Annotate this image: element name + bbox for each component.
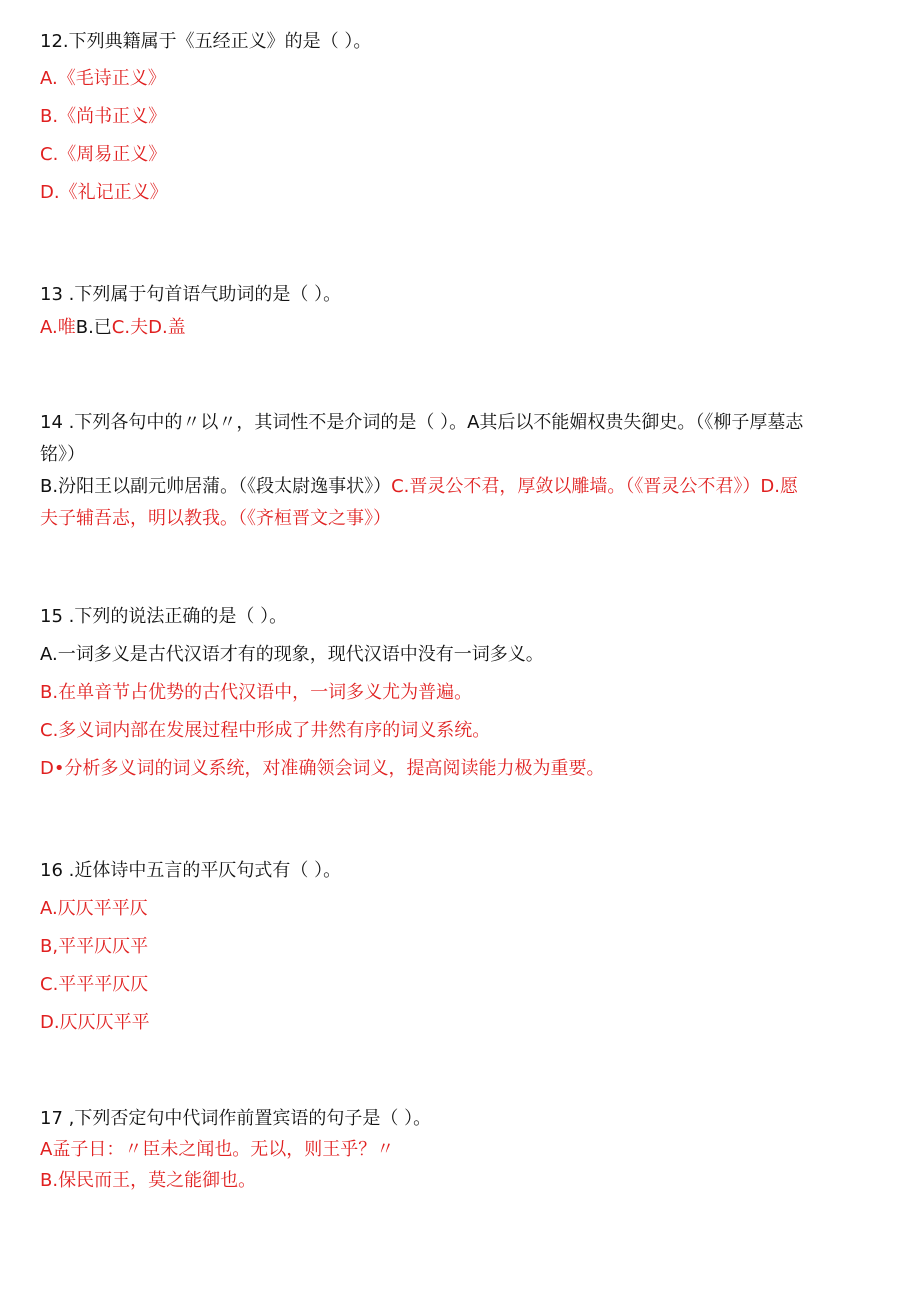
question-13-option-c: C.夫 bbox=[111, 317, 149, 338]
question-13-stem: 13 .下列属于句首语气助词的是（ ）。 bbox=[40, 284, 342, 305]
question-15-option-c: C.多义词内部在发展过程中形成了井然有序的词义系统。 bbox=[40, 720, 491, 741]
question-15-option-b: B.在单音节占优势的古代汉语中，一词多义尤为普遍。 bbox=[40, 682, 473, 703]
question-14-line3 bbox=[40, 475, 798, 499]
question-16-option-b: B,平平仄仄平 bbox=[40, 936, 149, 957]
question-12-option-a: A.《毛诗正义》 bbox=[40, 68, 166, 89]
question-14-line4: 夫子辅吾志，明以教我。（《齐桓晋文之事》） bbox=[40, 508, 391, 529]
question-12-option-c: C.《周易正义》 bbox=[40, 144, 167, 165]
question-14-stem-line1: 14 .下列各句中的〃以〃，其词性不是介词的是（ ）。A其后以不能媚权贵失御史。（《柳子厚墓志 bbox=[40, 412, 804, 433]
question-13-option-b: B.已 bbox=[75, 317, 112, 338]
question-17-stem: 17 ,下列否定句中代词作前置宾语的句子是（ ）。 bbox=[40, 1108, 432, 1129]
question-17-option-a: A孟子日：〃臣未之闻也。无以，则王乎？〃 bbox=[40, 1139, 395, 1160]
question-13-option-d: D.盖 bbox=[148, 317, 186, 338]
question-16-stem: 16 .近体诗中五言的平仄句式有（ ）。 bbox=[40, 860, 342, 881]
question-16-option-a: A.仄仄平平仄 bbox=[40, 898, 148, 919]
question-15-option-d: D•分析多义词的词义系统，对准确领会词义，提高阅读能力极为重要。 bbox=[40, 758, 605, 779]
question-17-option-b: B.保民而王，莫之能御也。 bbox=[40, 1170, 257, 1191]
question-13-options bbox=[40, 316, 186, 340]
question-14-option-c-d: C.晋灵公不君，厚敛以雕墙。（《晋灵公不君》）D.愿 bbox=[391, 476, 798, 497]
question-14-option-b: B.汾阳王以副元帅居蒲。（《段太尉逸事状》） bbox=[40, 476, 392, 497]
question-12-option-d: D.《礼记正义》 bbox=[40, 182, 168, 203]
question-12-stem: 12.下列典籍属于《五经正义》的是（ ）。 bbox=[40, 31, 372, 52]
question-16-option-d: D.仄仄仄平平 bbox=[40, 1012, 150, 1033]
question-14-stem-line2: 铭》） bbox=[40, 444, 85, 465]
question-16-option-c: C.平平平仄仄 bbox=[40, 974, 149, 995]
question-13-option-a: A.唯 bbox=[40, 317, 76, 338]
question-15-option-a: A.一词多义是古代汉语才有的现象，现代汉语中没有一词多义。 bbox=[40, 644, 544, 665]
question-12-option-b: B.《尚书正义》 bbox=[40, 106, 167, 127]
question-15-stem: 15 .下列的说法正确的是（ ）。 bbox=[40, 606, 288, 627]
